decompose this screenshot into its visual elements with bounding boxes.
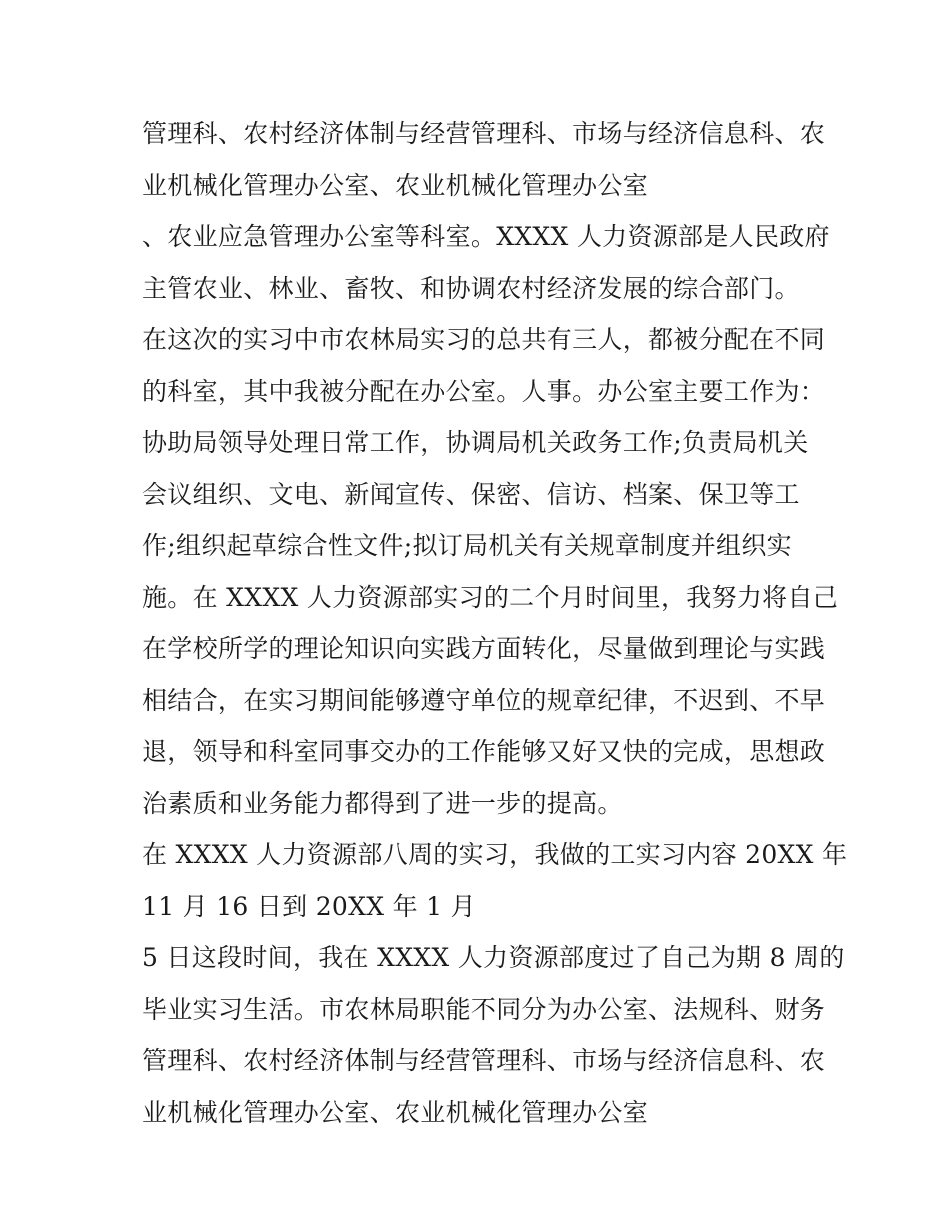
- text-line: 相结合，在实习期间能够遵守单位的规章纪律，不迟到、不早: [142, 685, 826, 715]
- text-line: 毕业实习生活。市农林局职能不同分为办公室、法规科、财务: [142, 994, 826, 1024]
- text-line: 在 XXXX 人力资源部八周的实习，我做的工实习内容 20XX 年: [142, 840, 848, 869]
- text-line: 在这次的实习中市农林局实习的总共有三人，都被分配在不同: [142, 325, 826, 354]
- text-line: 的科室，其中我被分配在办公室。人事。办公室主要工作为：: [142, 376, 826, 406]
- text-line: 施。在 XXXX 人力资源部实习的二个月时间里，我努力将自己: [142, 582, 839, 612]
- text-line: 管理科、农村经济体制与经营管理科、市场与经济信息科、农: [142, 1046, 826, 1075]
- text-line: 退，领导和科室同事交办的工作能够又好又快的完成，思想政: [142, 737, 826, 766]
- text-line: 5 日这段时间，我在 XXXX 人力资源部度过了自己为期 8 周的: [142, 943, 845, 972]
- text-line: 治素质和业务能力都得到了进一步的提高。: [142, 788, 623, 818]
- text-line: 作;组织起草综合性文件;拟订局机关有关规章制度并组织实: [142, 531, 792, 560]
- text-line: 业机械化管理办公室、农业机械化管理办公室: [142, 1097, 649, 1127]
- text-line: 在学校所学的理论知识向实践方面转化，尽量做到理论与实践: [142, 634, 826, 663]
- text-line: 业机械化管理办公室、农业机械化管理办公室: [142, 170, 649, 200]
- text-line: 协助局领导处理日常工作，协调局机关政务工作;负责局机关: [142, 428, 809, 457]
- text-line: 会议组织、文电、新闻宣传、保密、信访、档案、保卫等工: [142, 479, 800, 509]
- text-line: 11 月 16 日到 20XX 年 1 月: [142, 891, 476, 921]
- text-line: 、农业应急管理办公室等科室。XXXX 人力资源部是人民政府: [142, 222, 830, 251]
- body-text: [142, 108, 848, 1138]
- text-line: 管理科、农村经济体制与经营管理科、市场与经济信息科、农: [142, 119, 826, 148]
- text-line: 主管农业、林业、畜牧、和协调农村经济发展的综合部门。: [142, 273, 800, 303]
